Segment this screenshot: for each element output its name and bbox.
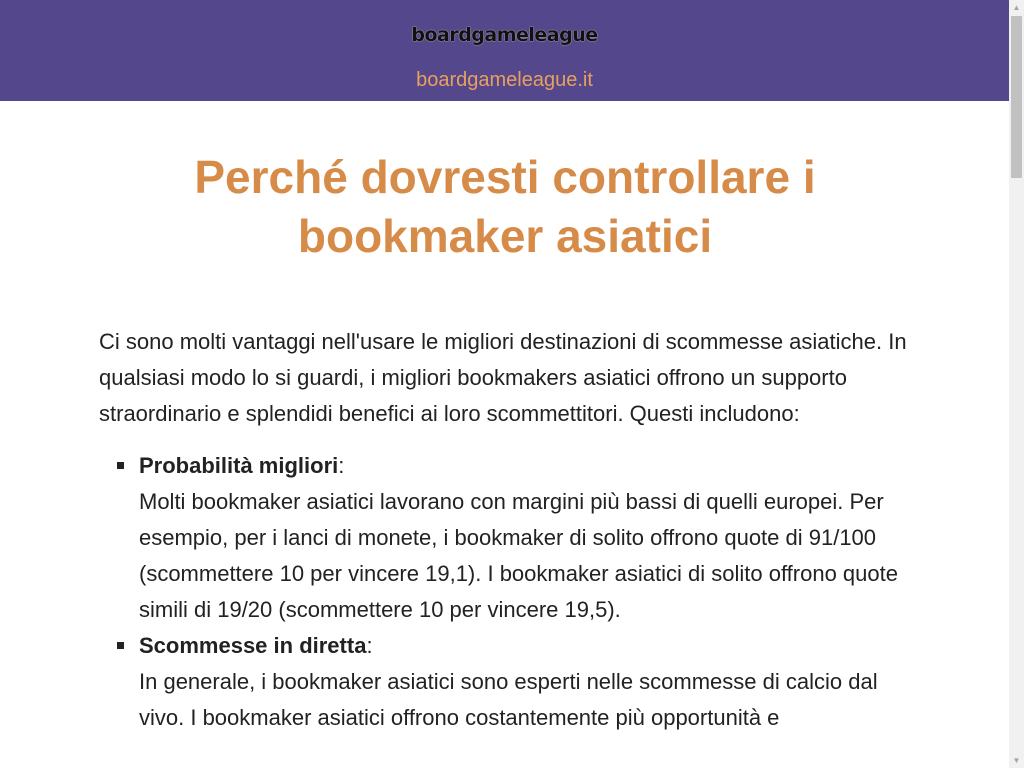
list-item <box>99 628 911 736</box>
list-item-colon: : <box>366 633 373 658</box>
list-item-colon: : <box>338 453 345 478</box>
list-item <box>99 448 911 628</box>
article-intro: Ci sono molti vantaggi nell'usare le migliori destinazioni di scommesse asiatiche. In qualsiasi modo lo si guardi, i migliori bookmakers asiatici offrono un supporto straordinario e splendidi benefici ai loro scommettitori. Questi includono: <box>99 329 907 426</box>
vertical-scrollbar[interactable] <box>1009 0 1024 768</box>
scrollbar-thumb[interactable] <box>1011 16 1022 178</box>
site-logo[interactable]: boardgameleague <box>411 24 598 46</box>
list-item-heading: Scommesse in diretta <box>139 633 367 658</box>
list-item-text: Molti bookmaker asiatici lavorano con margini più bassi di quelli europei. Per esempio, per i lanci di monete, i bookmaker di solito offrono quote di 91/100 (scommettere 10 per vincere 19,1). I bookmaker asiatici di solito offrono quote simili di 19/20 (scommettere 10 per vincere 19,5). <box>139 489 898 622</box>
square-bullet-icon <box>117 642 124 649</box>
square-bullet-icon <box>117 462 124 469</box>
site-header <box>0 0 1009 101</box>
scroll-down-arrow-icon[interactable]: ▼ <box>1012 756 1021 765</box>
list-item-text: In generale, i bookmaker asiatici sono esperti nelle scommesse di calcio dal vivo. I bookmaker asiatici offrono costantemente più opportunità e <box>139 669 878 730</box>
list-item-heading: Probabilità migliori <box>139 453 339 478</box>
article <box>99 101 911 736</box>
scroll-up-arrow-icon[interactable]: ▲ <box>1012 3 1021 12</box>
article-title: Perché dovresti controllare i bookmaker asiatici <box>194 151 816 262</box>
benefits-list <box>99 448 911 736</box>
site-home-link[interactable]: boardgameleague.it <box>416 69 593 91</box>
